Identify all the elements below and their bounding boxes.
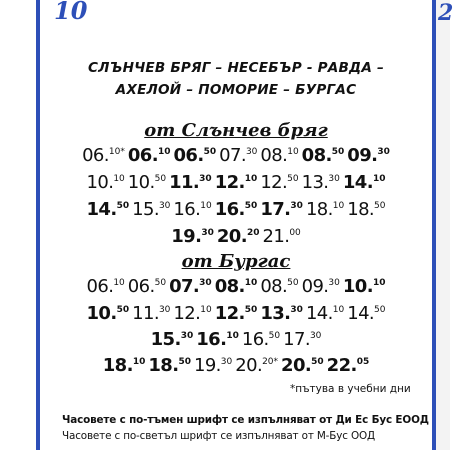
departure-time [260,172,298,193]
departure-minute: 30 [199,278,212,288]
departure-time [302,172,340,193]
legend-dark-font: Часовете с по-тъмен шрифт се изпълняват от Ди Ес Бус ЕООД [62,414,429,426]
departure-hour: 06. [173,145,204,166]
heading-from-burgas: от Бургас [181,251,291,272]
departure-hour: 18. [347,199,375,220]
departure-minute: 50 [287,278,299,288]
departure-minute: 10 [332,305,345,315]
departure-minute: 30 [199,174,212,184]
departure-hour: 22. [326,355,357,376]
departure-minute: 50 [244,201,258,211]
departure-minute: 10 [200,201,212,211]
departure-time [306,199,344,220]
departure-time [242,329,280,350]
departure-hour: 09. [301,276,329,297]
school-days-footnote: *пътува в учебни дни [290,383,411,395]
departure-minute: 30 [290,201,303,211]
departure-minute: 50 [203,147,217,157]
departure-minute: 50 [154,278,167,288]
departure-minute: 10 [244,278,258,288]
departure-time [260,199,303,220]
departure-hour: 18. [148,355,179,376]
departure-time [87,172,125,193]
departure-time [283,329,321,350]
departure-minute: 10 [287,147,299,157]
departure-hour: 10. [342,276,373,297]
departure-hour: 08. [214,276,245,297]
departure-time [260,145,298,166]
times-row [40,226,432,247]
departure-time [347,199,385,220]
times-row [40,145,432,166]
departure-hour: 14. [86,199,117,220]
departure-hour: 18. [305,199,333,220]
departure-hour: 08. [260,276,288,297]
departure-time [196,329,239,350]
departure-time [128,276,166,297]
departure-hour: 16. [173,199,201,220]
departure-hour: 12. [173,303,201,324]
departure-time [306,303,344,324]
departure-time [347,145,390,166]
departure-time [343,172,386,193]
departure-minute: 00 [289,228,301,238]
departure-hour: 16. [241,329,269,350]
departure-hour: 15. [132,199,159,220]
departure-minute: 10 [226,331,239,341]
departure-hour: 10. [86,303,117,324]
departure-time [281,355,324,376]
departure-hour: 07. [219,145,246,166]
departure-hour: 13. [301,172,329,193]
departure-minute: 30 [220,357,233,367]
departure-minute: 10 [113,174,125,184]
departure-minute: 30 [377,147,390,157]
departure-hour: 14. [347,303,375,324]
departure-time [215,199,258,220]
departure-minute: 10 [132,357,146,367]
departure-minute: 30 [201,228,214,238]
departure-time [169,276,212,297]
departure-time [343,276,386,297]
departure-minute: 50 [178,357,191,367]
departure-minute: 10 [372,278,386,288]
departure-minute: 50 [116,201,130,211]
departure-minute: 50 [374,201,386,211]
departure-time [148,355,191,376]
departure-time [173,199,211,220]
departure-minute: 30 [328,174,340,184]
departure-time [302,145,345,166]
departure-time [262,226,300,247]
departure-time [215,276,258,297]
departure-time [103,355,146,376]
departure-minute: 30 [158,305,171,315]
departure-hour: 06. [82,145,109,166]
departure-minute: 20 [246,228,260,238]
times-row [40,276,432,297]
departure-time [173,303,211,324]
departure-hour: 14. [305,303,333,324]
departure-time [327,355,370,376]
departure-minute: 30 [290,305,303,315]
departure-time [171,226,214,247]
departure-hour: 06. [127,145,158,166]
departure-time [219,145,257,166]
departure-minute: 10 [244,174,258,184]
departure-hour: 20. [235,355,263,376]
departure-hour: 19. [171,226,202,247]
page-gap [436,0,450,450]
heading-from-sunny-beach: от Слънчев бряг [144,120,328,141]
departure-time [132,303,170,324]
departure-hour: 11. [169,172,200,193]
departure-time [260,276,298,297]
route-number: 10 [54,0,88,25]
departure-time [128,172,166,193]
departure-hour: 08. [301,145,332,166]
departure-time [87,303,130,324]
times-row [40,172,432,193]
departure-hour: 19. [193,355,221,376]
departure-minute: 10 [157,147,171,157]
legend-light-font: Часовете с по-светъл шрифт се изпълняват от М-Бус ООД [62,430,376,442]
departure-time [82,145,125,166]
departure-hour: 12. [214,303,245,324]
departure-hour: 07. [169,276,200,297]
departure-time [87,276,125,297]
departure-hour: 13. [260,303,291,324]
departure-time [302,276,340,297]
departure-time [217,226,260,247]
departure-hour: 12. [214,172,245,193]
departure-minute: 30 [180,331,194,341]
departure-hour: 06. [86,276,114,297]
departure-time [215,303,258,324]
times-row [40,355,432,376]
departure-minute: 30 [309,331,322,341]
departure-minute: 10 [113,278,125,288]
departure-time [132,199,170,220]
departure-time [235,355,278,376]
departure-minute: 50 [154,174,167,184]
departure-minute: 50 [268,331,281,341]
departure-hour: 09. [347,145,378,166]
departure-minute: 30 [158,201,171,211]
departure-time [169,172,212,193]
departure-hour: 06. [127,276,155,297]
times-row [40,329,432,350]
departure-hour: 17. [283,329,310,350]
departure-hour: 08. [260,145,288,166]
departure-minute: 50 [116,305,130,315]
departure-minute: 50 [311,357,324,367]
departure-time [347,303,385,324]
next-page-number: 2 [438,0,453,26]
departure-minute: 50 [287,174,299,184]
departure-hour: 21. [262,226,290,247]
departure-hour: 20. [281,355,312,376]
departure-hour: 20. [216,226,247,247]
departure-minute: 05 [356,357,370,367]
departure-minute: 50 [374,305,386,315]
departure-minute: 10 [372,174,386,184]
departure-minute: 10 [200,305,212,315]
departure-time [260,303,303,324]
departure-minute: 30 [245,147,258,157]
times-row [40,303,432,324]
times-row [40,199,432,220]
departure-time [173,145,216,166]
route-title-line2: АХЕЛОЙ – ПОМОРИЕ – БУРГАС [115,82,357,98]
departure-hour: 11. [132,303,159,324]
departure-minute: 10* [108,147,125,157]
departure-hour: 17. [260,199,291,220]
route-title-line1: СЛЪНЧЕВ БРЯГ – НЕСЕБЪР - РАВДА – [87,60,385,76]
departure-minute: 20* [262,357,279,367]
departure-hour: 16. [196,329,227,350]
departure-time [128,145,171,166]
departure-hour: 14. [342,172,373,193]
departure-time [87,199,130,220]
departure-hour: 16. [214,199,245,220]
departure-hour: 12. [260,172,288,193]
departure-minute: 10 [332,201,345,211]
departure-hour: 10. [127,172,155,193]
departure-hour: 15. [150,329,181,350]
departure-hour: 18. [102,355,133,376]
departure-minute: 50 [331,147,345,157]
departure-minute: 30 [328,278,340,288]
departure-time [215,172,258,193]
departure-hour: 10. [86,172,114,193]
departure-time [151,329,194,350]
departure-time [194,355,232,376]
departure-minute: 50 [244,305,258,315]
